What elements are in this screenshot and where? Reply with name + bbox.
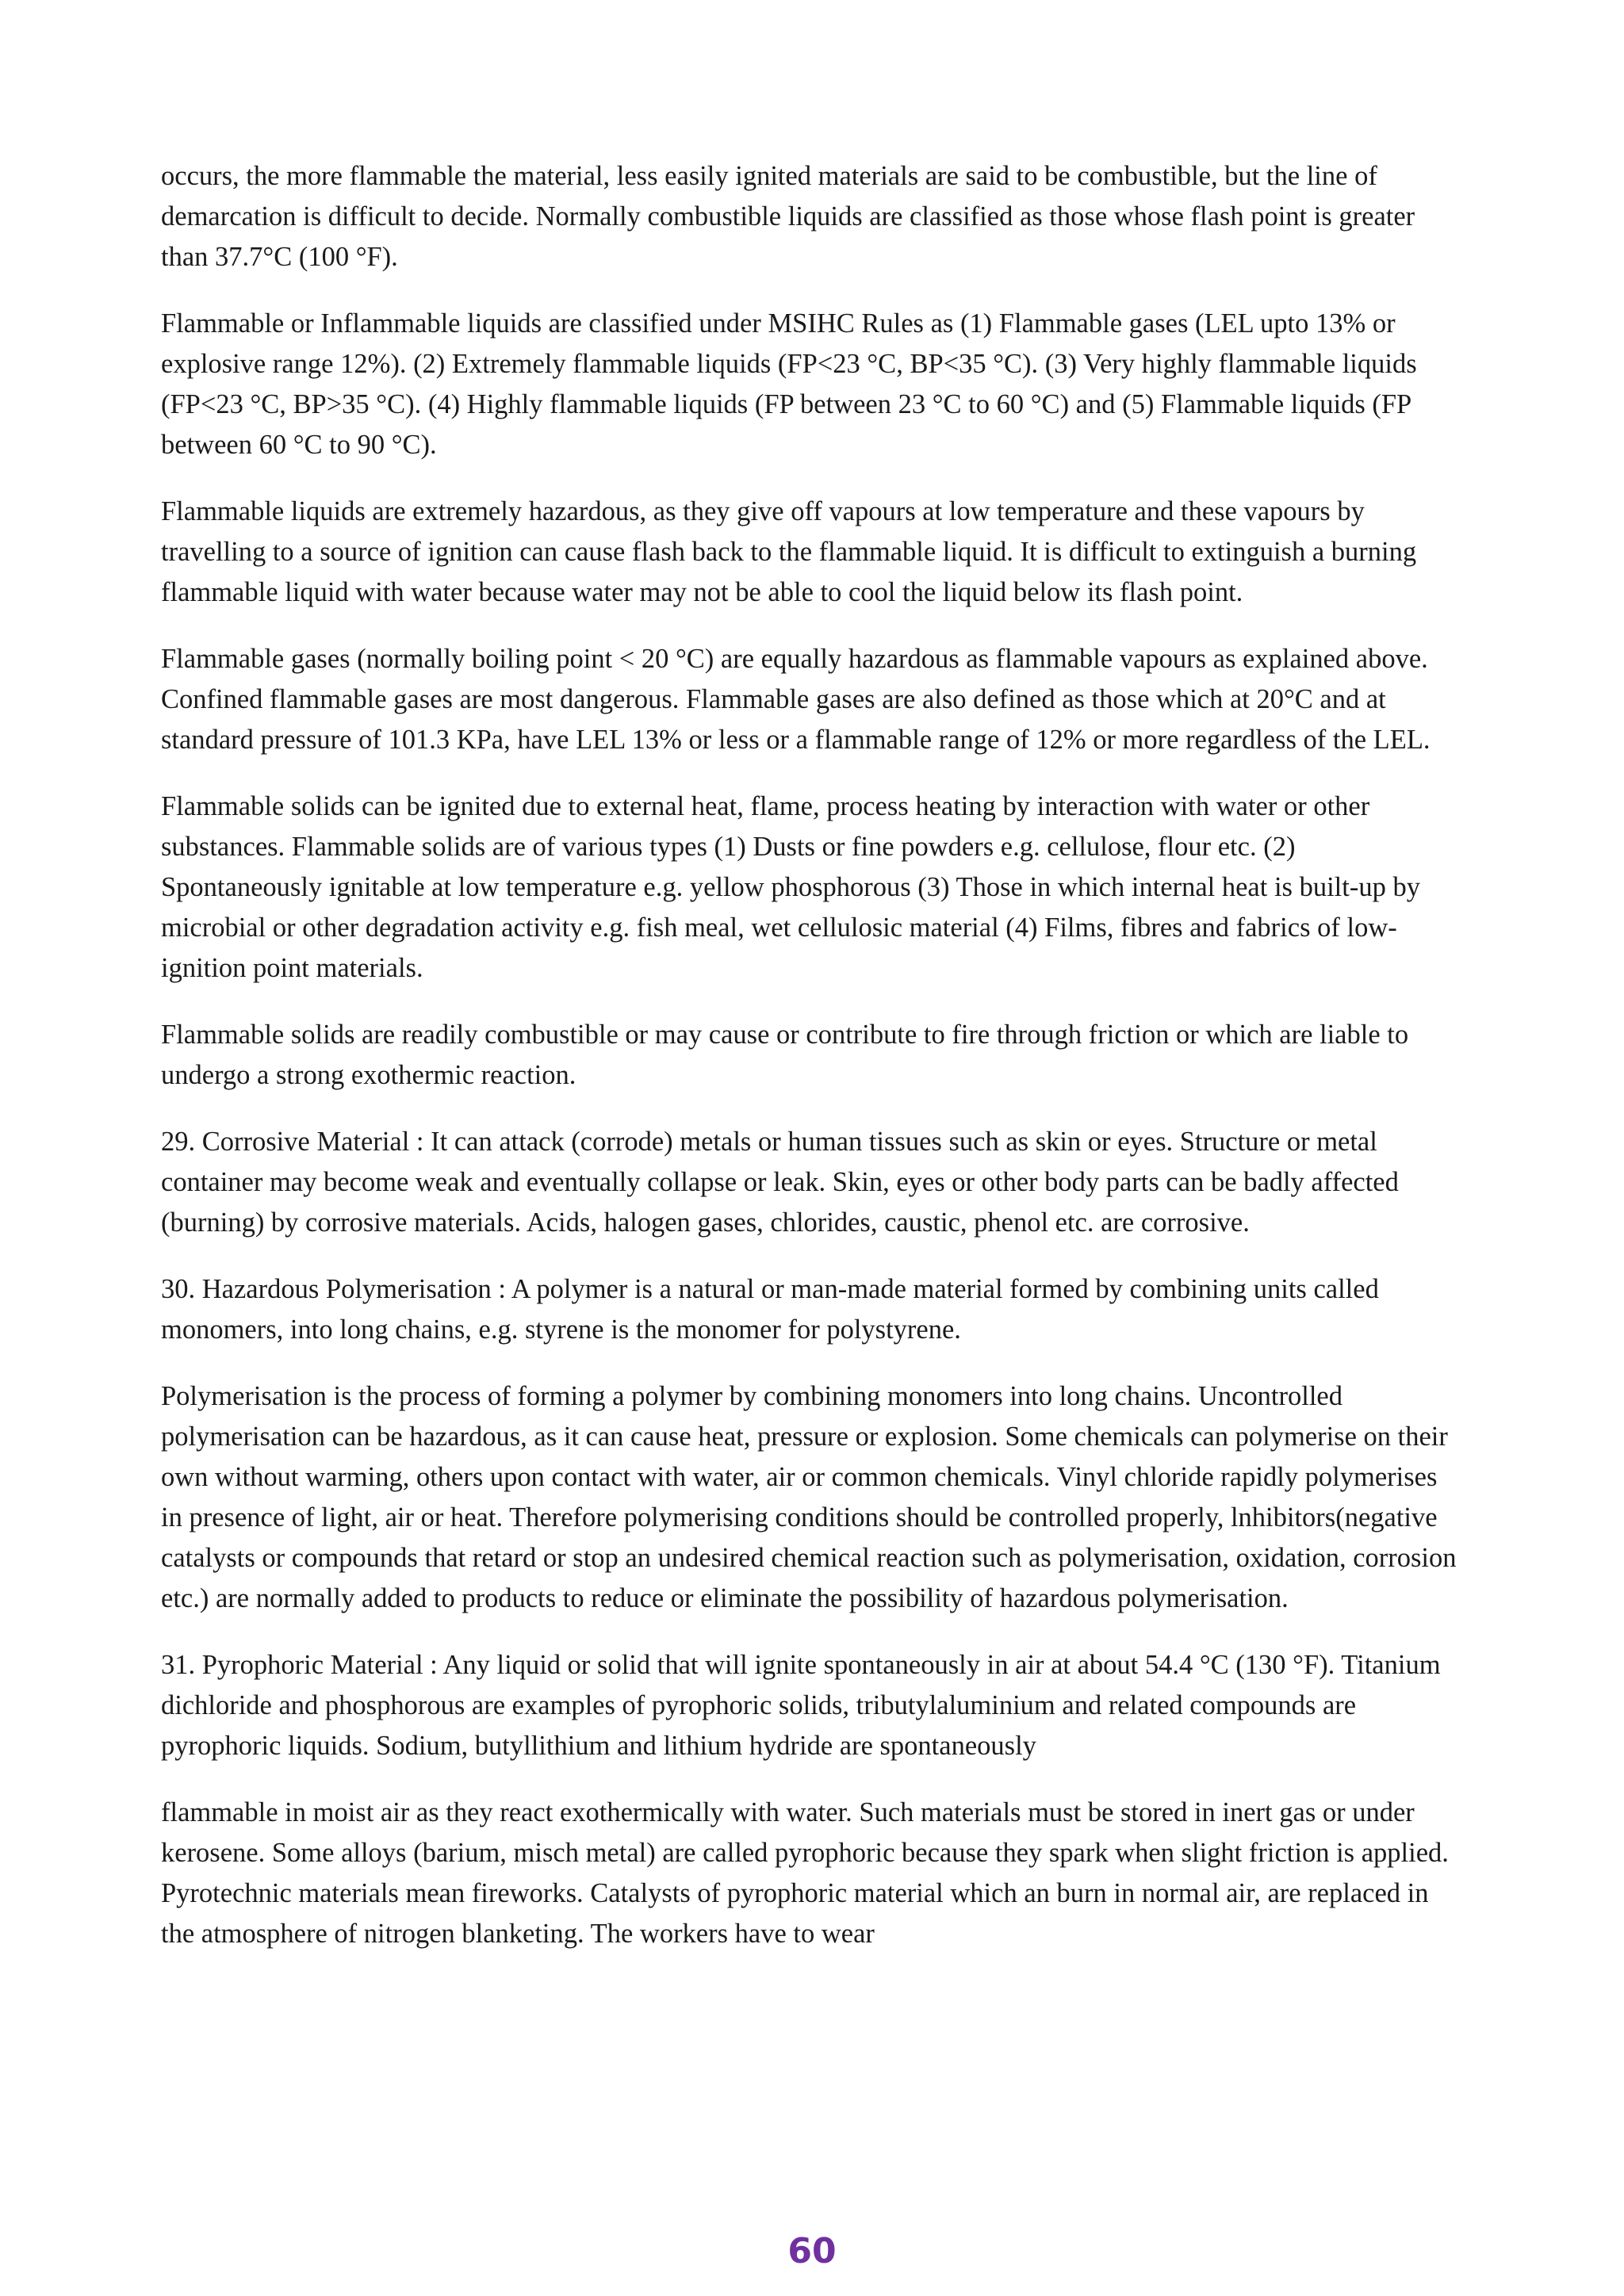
paragraph-flammable-solids-types: Flammable solids can be ignited due to external heat, flame, process heating by interaction with water or other substances. Flammable solids are of various types (1) Dusts or fine powders e.g. cellulose, flour etc. (2) Spontaneously ignitable at low temperature e.g. yellow phosphorous (3) Those in which internal heat is built-up by microbial or other degradation activity e.g. fish meal, wet cellulosic material (4) Films, fibres and fabrics of low-ignition point materials.: [161, 791, 1420, 983]
paragraph-flammable-solids-combustible: Flammable solids are readily combustible or may cause or contribute to fire through friction or which are liable to undergo a strong exothermic reaction.: [161, 1020, 1409, 1090]
paragraph-combustible-liquids: occurs, the more flammable the material, less easily ignited materials are said to be combustible, but the line of demarcation is difficult to decide. Normally combustible liquids are classified as those whose flash point is greater than 37.7°C (100 °F).: [161, 161, 1415, 272]
paragraph-msihc-classification: Flammable or Inflammable liquids are classified under MSIHC Rules as (1) Flammable gases (LEL upto 13% or explosive range 12%). (2) Extremely flammable liquids (FP<23 °C, BP<35 °C). (3) Very highly flammable liquids (FP<23 °C, BP>35 °C). (4) Highly flammable liquids (FP between 23 °C to 60 °C) and (5) Flammable liquids (FP between 60 °C to 90 °C).: [161, 308, 1417, 460]
paragraph-flammable-liquids-hazard: Flammable liquids are extremely hazardous, as they give off vapours at low temperature and these vapours by travelling to a source of ignition can cause flash back to the flammable liquid. It is difficult to extinguish a burning flammable liquid with water because water may not be able to cool the liquid below its flash point.: [161, 496, 1417, 607]
paragraph-hazardous-polymerisation: 30. Hazardous Polymerisation : A polymer is a natural or man-made material formed by combining units called monomers, into long chains, e.g. styrene is the monomer for polystyrene.: [161, 1274, 1379, 1345]
paragraph-pyrophoric-material: 31. Pyrophoric Material : Any liquid or solid that will ignite spontaneously in air at about 54.4 °C (130 °F). Titanium dichloride and phosphorous are examples of pyrophoric solids, tributylaluminium and related compounds are pyrophoric liquids. Sodium, butyllithium and lithium hydride are spontaneously: [161, 1650, 1441, 1761]
paragraph-pyrophoric-continued: flammable in moist air as they react exothermically with water. Such materials must be stored in inert gas or under kerosene. Some alloys (barium, misch metal) are called pyrophoric because they spark when slight friction is applied. Pyrotechnic materials mean fireworks. Catalysts of pyrophoric material which an burn in normal air, are replaced in the atmosphere of nitrogen blanketing. The workers have to wear: [161, 1797, 1449, 1949]
paragraph-corrosive-material: 29. Corrosive Material : It can attack (corrode) metals or human tissues such as skin or eyes. Structure or metal container may become weak and eventually collapse or leak. Skin, eyes or other body parts can be badly affected (burning) by corrosive materials. Acids, halogen gases, chlorides, caustic, phenol etc. are corrosive.: [161, 1127, 1399, 1238]
paragraph-polymerisation-process: Polymerisation is the process of forming a polymer by combining monomers into long chains. Uncontrolled polymerisation can be hazardous, as it can cause heat, pressure or explosion. Some chemicals can polymerise on their own without warming, others upon contact with water, air or common chemicals. Vinyl chloride rapidly polymerises in presence of light, air or heat. Therefore polymerising conditions should be controlled properly, lnhibitors(negative catalysts or compounds that retard or stop an undesired chemical reaction such as polymerisation, oxidation, corrosion etc.) are normally added to products to reduce or eliminate the possibility of hazardous polymerisation.: [161, 1381, 1457, 1613]
body-text: [161, 156, 1461, 1954]
page-number: 60: [787, 2231, 837, 2271]
paragraph-flammable-gases: Flammable gases (normally boiling point < 20 °C) are equally hazardous as flammable vapours as explained above. Confined flammable gases are most dangerous. Flammable gases are also defined as those which at 20°C and at standard pressure of 101.3 KPa, have LEL 13% or less or a flammable range of 12% or more regardless of the LEL.: [161, 644, 1431, 755]
